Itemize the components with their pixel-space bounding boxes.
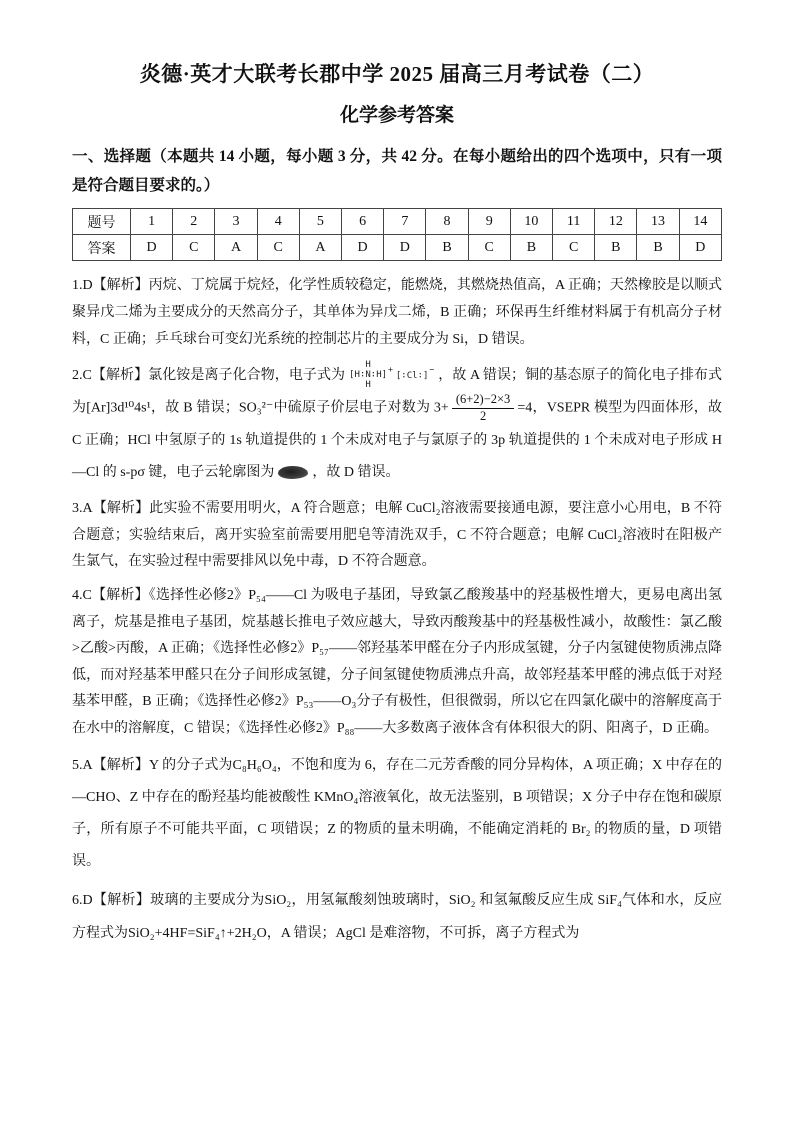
electron-pair-fraction — [452, 392, 514, 424]
explanation-q4: 4.C【解析】《选择性必修2》P₅₄——Cl 为吸电子基团，导致氯乙酸羧基中的羟基极性增大，更易电离出氢离子，烷基是推电子基团，烷基越长推电子效应越大，导致丙酸羧基中的羟基极性减小，故酸性：氯乙酸>乙酸>丙酸，A 正确；《选择性必修2》P₅₇——邻羟基苯甲醛在分子内形成氢键，分子内氢键使物质沸点降低，而对羟基苯甲醛只在分子间形成氢键，分子间氢键使物质沸点升高，故邻羟基苯甲醛的沸点低于对羟基苯甲醛，B 正确；《选择性必修2》P₅₃——O₃分子有极性，但很微弱，所以它在四氯化碳中的溶解度高于在水中的溶解度，C 错误；《选择性必修2》P₈₈——大多数离子液体含有体积很大的阴、阳离子，D 正确。 — [72, 588, 722, 736]
answer-cell: D — [131, 235, 173, 261]
question-number-cell: 6 — [342, 209, 384, 235]
question-number-cell: 13 — [637, 209, 679, 235]
answer-cell: C — [173, 235, 215, 261]
chloride-charge: − — [429, 365, 435, 375]
section-heading: 一、选择题（本题共 14 小题，每小题 3 分，共 42 分。在每小题给出的四个选项中，只有一项是符合题目要求的。） — [72, 148, 722, 194]
answer-key-table — [72, 208, 722, 261]
fraction-denominator: 2 — [479, 408, 487, 423]
answer-cell: B — [595, 235, 637, 261]
question-number-cell: 1 — [131, 209, 173, 235]
edot-top-h: H — [365, 360, 371, 371]
answer-table-number-row — [73, 209, 722, 235]
electron-cloud-contour-image — [278, 466, 308, 479]
question-number-cell: 14 — [679, 209, 721, 235]
question-number-cell: 2 — [173, 209, 215, 235]
number-row-label: 题号 — [73, 209, 131, 235]
answer-cell: B — [637, 235, 679, 261]
answer-cell: B — [426, 235, 468, 261]
explanation-q3: 3.A【解析】此实验不需要用明火，A 符合题意；电解 CuCl₂溶液需要接通电源，要注意小心用电，B 不符合题意；实验结束后，离开实验室前需要用肥皂等清洗双手，C 不符合题意；电解 CuCl₂溶液时在阳极产生氯气，在实验过程中需要排风以免中毒，D 不符合题意。 — [72, 501, 722, 570]
electron-dot-formula — [349, 361, 434, 391]
q2-text-3: =4，VSEPR 模型为四面体形，故 C 正确；HCl 中氢原子的 1s 轨道提供的 1 个未成对电子与氯原子的 3p 轨道提供的 1 个未成对电子形成 H—Cl 的 s-pσ 键，电子云轮廓图为 — [72, 400, 722, 481]
question-number-cell: 10 — [510, 209, 552, 235]
question-number-cell: 3 — [215, 209, 257, 235]
q2-text-4: ，故 D 错误。 — [312, 465, 400, 481]
answer-cell: C — [553, 235, 595, 261]
fraction-numerator: (6+2)−2×3 — [452, 392, 514, 409]
question-number-cell: 9 — [468, 209, 510, 235]
answer-cell: D — [679, 235, 721, 261]
question-number-cell: 4 — [257, 209, 299, 235]
explanation-q2 — [72, 360, 722, 489]
q2-text-2: ，故 A 错误；铜的基态原子的简化电子排布式为[Ar]3d¹⁰4s¹，故 B 错误；SO₃²⁻中硫原子价层电子对数为 3+ — [72, 368, 722, 416]
answer-cell: C — [257, 235, 299, 261]
chloride-group: [∶Cl∶] — [395, 370, 429, 381]
page-title: 炎德·英才大联考长郡中学 2025 届高三月考试卷（二） — [139, 62, 655, 86]
answer-row-label: 答案 — [73, 235, 131, 261]
q2-text-1: 2.C【解析】氯化铵是离子化合物，电子式为 — [72, 368, 346, 384]
answer-cell: D — [384, 235, 426, 261]
question-number-cell: 8 — [426, 209, 468, 235]
explanation-q6: 6.D【解析】玻璃的主要成分为SiO₂，用氢氟酸刻蚀玻璃时，SiO₂ 和氢氟酸反应生成 SiF₄气体和水，反应方程式为SiO₂+4HF=SiF₄↑+2H₂O，A 错误；AgCl 是难溶物，不可拆，离子方程式为 — [72, 893, 722, 941]
explanation-q1: 1.D【解析】丙烷、丁烷属于烷烃，化学性质较稳定，能燃烧，其燃烧热值高，A 正确；天然橡胶是以顺式聚异戊二烯为主要成分的天然高分子，其单体为异戊二烯，B 正确；环保再生纤维材料属于有机高分子材料，C 正确；乒乓球台可变幻光系统的控制芯片的主要成分为 Si，D 错误。 — [72, 278, 722, 347]
explanation-q5: 5.A【解析】Y 的分子式为C₈H₆O₄，不饱和度为 6，存在二元芳香酸的同分异构体，A 项正确；X 中存在的—CHO、Z 中存在的酚羟基均能被酸性 KMnO₄溶液氧化，故无法鉴别，B 项错误；X 分子中存在饱和碳原子，所有原子不可能共平面，C 项错误；Z 的物质的量未明确，不能确定消耗的 Br₂ 的物质的量，D 项错误。 — [72, 757, 722, 870]
answer-cell: C — [468, 235, 510, 261]
page-subtitle: 化学参考答案 — [339, 105, 454, 126]
ammonium-charge: + — [388, 365, 393, 375]
question-number-cell: 5 — [299, 209, 341, 235]
answer-cell: A — [215, 235, 257, 261]
question-number-cell: 7 — [384, 209, 426, 235]
edot-bottom-h: H — [365, 379, 371, 390]
question-number-cell: 11 — [553, 209, 595, 235]
edot-middle: [H∶N∶H] — [349, 369, 388, 380]
answer-cell: B — [510, 235, 552, 261]
answer-table-answer-row — [73, 235, 722, 261]
explanations-section — [72, 273, 722, 949]
answer-cell: A — [299, 235, 341, 261]
answer-cell: D — [342, 235, 384, 261]
question-number-cell: 12 — [595, 209, 637, 235]
ammonium-column — [349, 361, 387, 391]
